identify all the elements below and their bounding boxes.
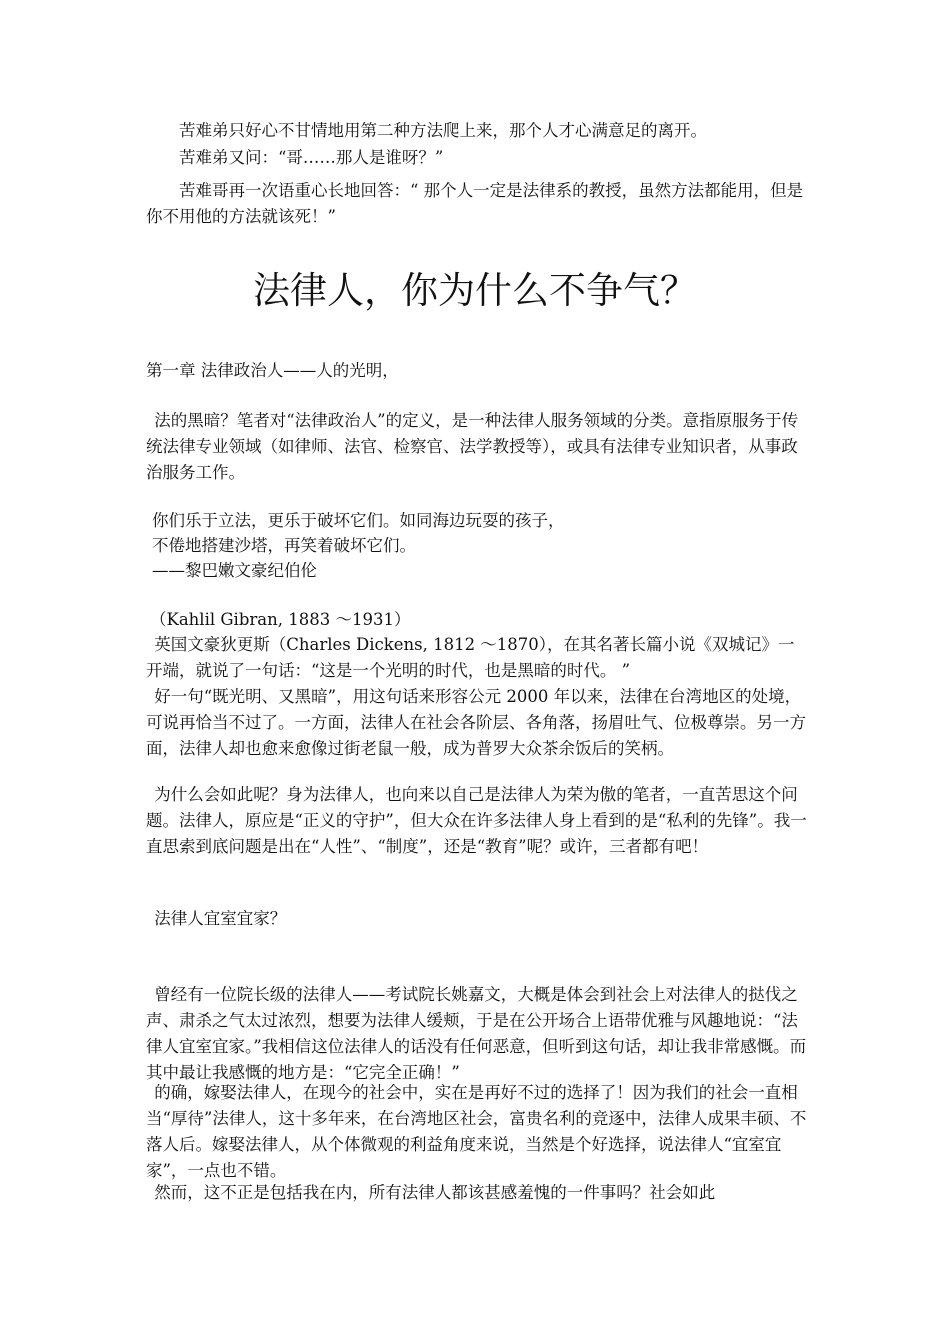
yao-paragraph: 曾经有一位院长级的法律人——考试院长姚嘉文，大概是体会到社会上对法律人的挞伐之声、肃杀之气太过浓烈，想要为法律人缓颊，于是在公开场合上语带优雅与风趣地说：“法律人宜室宜家。”我相信这位法律人的话没有任何恶意，但听到这句话，却让我非常感慨。而其中最让我感慨的地方是：“它完全正确！” xyxy=(146,985,807,1082)
subheading: 法律人宜室宜家？ xyxy=(154,909,287,928)
poem-line-2: 不倦地搭建沙塔，再笑着破坏它们。 xyxy=(152,536,416,555)
marry-paragraph: 的确，嫁娶法律人，在现今的社会中，实在是再好不过的选择了！因为我们的社会一直相当“厚待”法律人，这十多年来，在台湾地区社会，富贵名利的竞逐中，法律人成果丰硕、不落人后。嫁娶法律人，从个体微观的利益角度来说，当然是个好选择，说法律人“宜室宜家”，一点也不错。 xyxy=(146,1083,807,1180)
poem-line-1: 你们乐于立法，更乐于破坏它们。如同海边玩耍的孩子， xyxy=(152,511,565,530)
dickens-paragraph: 英国文豪狄更斯（Charles Dickens, 1812 ～1870），在其名著长篇小说《双城记》一开端，就说了一句话：“这是一个光明的时代，也是黑暗的时代。 ” xyxy=(146,635,795,680)
chapter-heading: 第一章 法律政治人——人的光明， xyxy=(146,361,399,380)
intro-paragraph-2: 苦难弟又问：“哥……那人是谁呀？” xyxy=(179,148,444,167)
poem-attribution: ——黎巴嫩文豪纪伯伦 xyxy=(152,561,317,580)
page-title: 法律人，你为什么不争气？ xyxy=(253,269,697,312)
however-paragraph: 然而，这不正是包括我在内，所有法律人都该甚感羞愧的一件事吗？社会如此 xyxy=(154,1183,716,1202)
intro-paragraph-3: 苦难哥再一次语重心长地回答：“ 那个人一定是法律系的教授，虽然方法都能用，但是你不用他的方法就该死！” xyxy=(146,181,804,226)
intro-paragraph-1: 苦难弟只好心不甘情地用第二种方法爬上来，那个人才心满意足的离开。 xyxy=(179,121,707,140)
gibran-dates: （Kahlil Gibran, 1883 ～1931） xyxy=(150,610,411,629)
definition-paragraph: 法的黑暗？笔者对“法律政治人”的定义，是一种法律人服务领域的分类。意指原服务于传统法律专业领域（如律师、法官、检察官、法学教授等），或具有法律专业知识者，从事政治服务工作。 xyxy=(146,411,799,482)
why-paragraph: 为什么会如此呢？身为法律人，也向来以自己是法律人为荣为傲的笔者，一直苦思这个问题。法律人，原应是“正义的守护”，但大众在许多法律人身上看到的是“私利的先锋”。我一直思索到底问题是出在“人性”、“制度”，还是“教育”呢？或许，三者都有吧！ xyxy=(146,785,807,856)
light-dark-paragraph: 好一句“既光明、又黑暗”，用这句话来形容公元 2000 年以来，法律在台湾地区的处境，可说再恰当不过了。一方面，法律人在社会各阶层、各角落，扬眉吐气、位极尊崇。另一方面，法律人却也愈来愈像过街老鼠一般，成为普罗大众茶余饭后的笑柄。 xyxy=(146,687,806,758)
